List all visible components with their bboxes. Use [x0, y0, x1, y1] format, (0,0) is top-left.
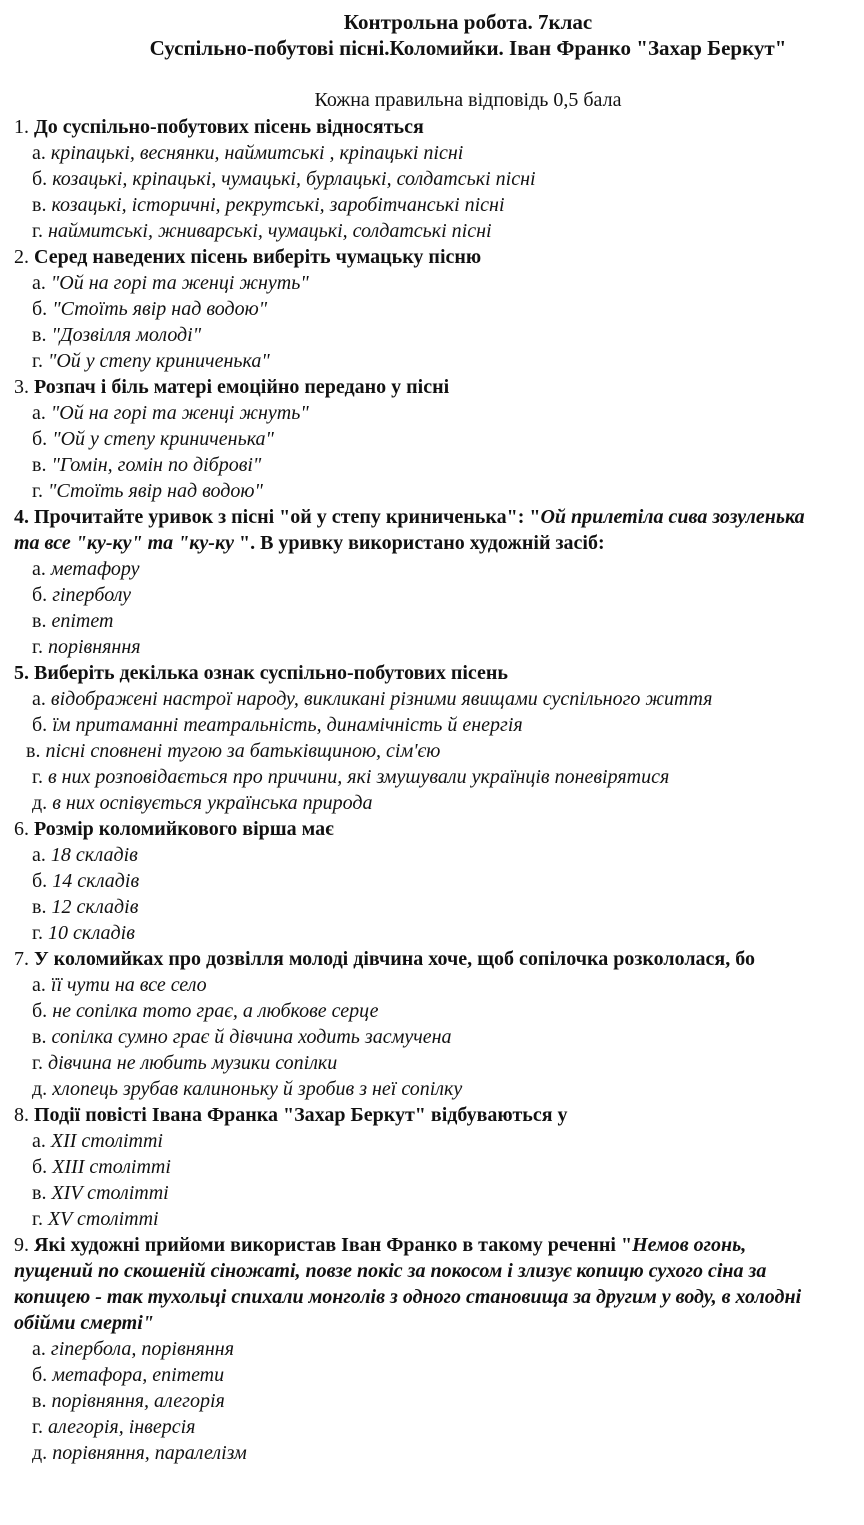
question-9 [14, 1232, 746, 1258]
option-9a: а. гіпербола, порівняння [32, 1338, 234, 1360]
option-2b: б. "Стоїть явір над водою" [32, 298, 268, 320]
question-number: 3. [14, 376, 29, 398]
option-1d: г. наймитські, жниварські, чумацькі, солдатські пісні [32, 220, 492, 242]
option-2a: а. "Ой на горі та женці жнуть" [32, 272, 309, 294]
question-text: Прочитайте уривок з пісні "ой у степу криниченька": " [34, 506, 541, 528]
option-5a: а. відображені настрої народу, викликані різними явищами суспільного життя [32, 688, 713, 710]
option-4d: г. порівняння [32, 636, 141, 658]
question-text: Виберіть декілька ознак суспільно-побутових пісень [34, 662, 508, 684]
question-number: 8. [14, 1104, 29, 1126]
page-title: Контрольна робота. 7клас [343, 10, 593, 34]
option-9d: г. алегорія, інверсія [32, 1416, 196, 1438]
option-8b: б. XIII столітті [32, 1156, 171, 1178]
question-4 [14, 504, 805, 530]
option-1a: а. кріпацькі, веснянки, наймитські , кріпацькі пісні [32, 142, 464, 164]
question-2 [14, 244, 481, 270]
question-text: Розмір коломийкового вірша має [34, 818, 334, 840]
question-text: Події повісті Івана Франка "Захар Беркут" відбуваються у [34, 1104, 568, 1126]
option-9c: в. порівняння, алегорія [32, 1390, 225, 1412]
question-number: 5. [14, 662, 29, 684]
option-5b: б. їм притаманні театральність, динамічність й енергія [32, 714, 523, 736]
question-number: 9. [14, 1234, 29, 1256]
option-9b: б. метафора, епітети [32, 1364, 225, 1386]
scoring-note: Кожна правильна відповідь 0,5 бала [314, 89, 622, 111]
question-number: 7. [14, 948, 29, 970]
option-4a: а. метафору [32, 558, 140, 580]
option-7e: д. хлопець зрубав калиноньку й зробив з неї сопілку [32, 1078, 463, 1100]
question-8 [14, 1102, 568, 1128]
option-5e: д. в них оспівується українська природа [32, 792, 373, 814]
option-3a: а. "Ой на горі та женці жнуть" [32, 402, 309, 424]
option-8c: в. XIV столітті [32, 1182, 169, 1204]
option-5c: в. пісні сповнені тугою за батьківщиною, сім'єю [26, 740, 441, 762]
question-3 [14, 374, 449, 400]
option-1c: в. козацькі, історичні, рекрутські, заробітчанські пісні [32, 194, 505, 216]
question-6 [14, 816, 334, 842]
question-text: У коломийках про дозвілля молоді дівчина хоче, щоб сопілочка розкололася, бо [34, 948, 755, 970]
option-7d: г. дівчина не любить музики сопілки [32, 1052, 338, 1074]
question-text: Серед наведених пісень виберіть чумацьку пісню [34, 246, 482, 268]
song-quote-cont: та все "ку-ку" та "ку-ку [14, 532, 239, 554]
question-number: 2. [14, 246, 29, 268]
option-2d: г. "Ой у степу криниченька" [32, 350, 270, 372]
question-7 [14, 946, 755, 972]
option-3b: б. "Ой у степу криниченька" [32, 428, 274, 450]
option-3c: в. "Гомін, гомін по діброві" [32, 454, 262, 476]
option-7b: б. не сопілка тото грає, а любкове серце [32, 1000, 379, 1022]
option-5d: г. в них розповідається про причини, які змушували українців поневірятися [32, 766, 670, 788]
novel-quote-line-3: копицею - так тухольці спихали монголів з одного становища за другим у воду, в холодні [14, 1286, 802, 1308]
page-subtitle: Суспільно-побутові пісні.Коломийки. Іван Франко "Захар Беркут" [149, 36, 787, 60]
option-6b: б. 14 складів [32, 870, 140, 892]
option-1b: б. козацькі, кріпацькі, чумацькі, бурлацькі, солдатські пісні [32, 168, 536, 190]
question-text: Розпач і біль матері емоційно передано у пісні [34, 376, 450, 398]
option-6c: в. 12 складів [32, 896, 139, 918]
option-7c: в. сопілка сумно грає й дівчина ходить засмучена [32, 1026, 452, 1048]
question-1 [14, 114, 424, 140]
question-number: 6. [14, 818, 29, 840]
option-2c: в. "Дозвілля молоді" [32, 324, 202, 346]
song-quote: Ой прилетіла сива зозуленька [540, 506, 805, 528]
question-5 [14, 660, 508, 686]
option-6d: г. 10 складів [32, 922, 135, 944]
question-text: Які художні прийоми використав Іван Франко в такому реченні " [34, 1234, 633, 1256]
option-4b: б. гіперболу [32, 584, 132, 606]
novel-quote: Немов огонь, [632, 1234, 747, 1256]
option-7a: а. її чути на все село [32, 974, 207, 996]
question-text: До суспільно-побутових пісень відносяться [34, 116, 424, 138]
option-9e: д. порівняння, паралелізм [32, 1442, 247, 1464]
option-8d: г. XV столітті [32, 1208, 159, 1230]
question-number: 1. [14, 116, 29, 138]
question-number: 4. [14, 506, 29, 528]
novel-quote-line-4: обійми смерті" [14, 1312, 154, 1334]
option-8a: а. XII столітті [32, 1130, 163, 1152]
option-3d: г. "Стоїть явір над водою" [32, 480, 263, 502]
question-4-cont [14, 530, 605, 556]
option-4c: в. епітет [32, 610, 114, 632]
question-text-cont: ". В уривку використано художній засіб: [238, 532, 605, 554]
option-6a: а. 18 складів [32, 844, 138, 866]
novel-quote-line-2: пущений по скошеній сіножаті, повзе покіс за покосом і злизує копицю сухого сіна за [14, 1260, 767, 1282]
